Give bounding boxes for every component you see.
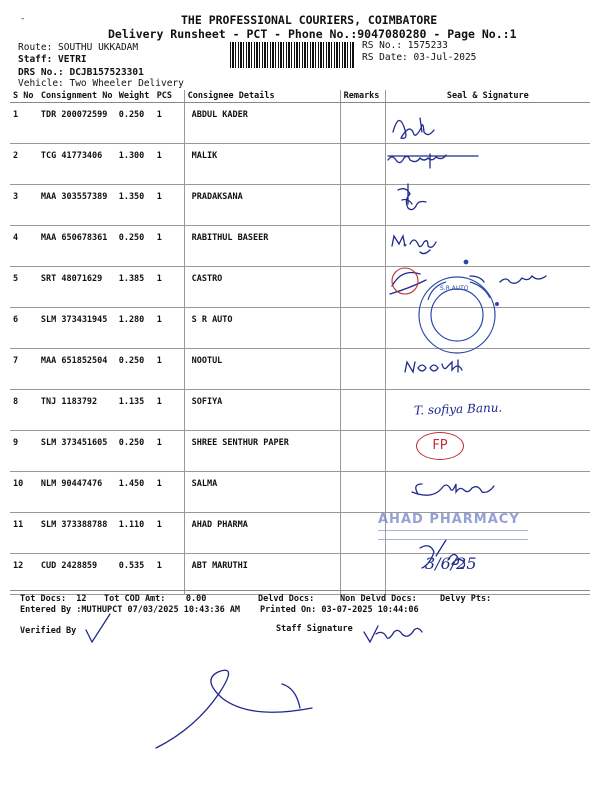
cell-consignment: MAA 303557389 xyxy=(38,185,116,226)
entered-by: Entered By :MUTHUPCT 07/03/2025 10:43:36 AM xyxy=(20,605,241,615)
vehicle-label: Vehicle: Two Wheeler Delivery xyxy=(18,78,184,89)
verified-by-label: Verified By xyxy=(20,626,77,636)
cell-consignee: NOOTUL xyxy=(184,349,340,390)
cell-pcs: 1 xyxy=(154,513,184,554)
cell-consignment: MAA 650678361 xyxy=(38,226,116,267)
cell-sno: 10 xyxy=(10,472,38,513)
cell-consignment: MAA 651852504 xyxy=(38,349,116,390)
table-row xyxy=(10,390,590,431)
table-row xyxy=(10,185,590,226)
cell-remarks xyxy=(340,226,385,267)
cell-consignment: CUD 2428859 xyxy=(38,554,116,595)
cell-remarks xyxy=(340,185,385,226)
cell-seal-signature xyxy=(385,267,590,308)
cell-sno: 3 xyxy=(10,185,38,226)
bottom-flourish xyxy=(156,670,312,748)
cell-pcs: 1 xyxy=(154,144,184,185)
cell-consignment: TCG 41773406 xyxy=(38,144,116,185)
corner-mark: - xyxy=(20,14,26,24)
cell-weight: 1.110 xyxy=(116,513,154,554)
cell-pcs: 1 xyxy=(154,185,184,226)
fp-stamp: FP xyxy=(416,432,464,460)
pharmacy-stamp-name: AHAD PHARMACY xyxy=(378,512,520,527)
cell-consignee: PRADAKSANA xyxy=(184,185,340,226)
cell-weight: 1.350 xyxy=(116,185,154,226)
cell-remarks xyxy=(340,390,385,431)
cell-consignee: S R AUTO xyxy=(184,308,340,349)
cell-seal-signature xyxy=(385,185,590,226)
staff-signature-label: Staff Signature xyxy=(276,624,353,634)
total-cod-amount: Tot COD Amt: 0.00 xyxy=(104,594,207,604)
cell-sno: 4 xyxy=(10,226,38,267)
cell-remarks xyxy=(340,144,385,185)
cell-pcs: 1 xyxy=(154,431,184,472)
pharmacy-stamp-lines xyxy=(378,530,528,531)
cell-sno: 2 xyxy=(10,144,38,185)
signature-8: T. sofiya Banu. xyxy=(413,400,503,418)
cell-weight: 1.135 xyxy=(116,390,154,431)
cell-sno: 5 xyxy=(10,267,38,308)
cell-seal-signature xyxy=(385,144,590,185)
verified-by-signature xyxy=(86,614,110,642)
col-sno: S No xyxy=(10,90,38,103)
cell-weight: 1.450 xyxy=(116,472,154,513)
cell-sno: 7 xyxy=(10,349,38,390)
cell-consignee: ABT MARUTHI xyxy=(184,554,340,595)
table-header-row xyxy=(10,90,590,103)
drs-number: DRS No.: DCJB157523301 xyxy=(18,67,144,78)
cell-consignee: SALMA xyxy=(184,472,340,513)
table-row xyxy=(10,472,590,513)
col-consignee: Consignee Details xyxy=(184,90,340,103)
col-consignment: Consignment No xyxy=(38,90,116,103)
table-row xyxy=(10,226,590,267)
cell-remarks xyxy=(340,103,385,144)
table-row xyxy=(10,349,590,390)
cell-pcs: 1 xyxy=(154,267,184,308)
staff-signature-mark xyxy=(364,626,422,642)
cell-pcs: 1 xyxy=(154,308,184,349)
cell-pcs: 1 xyxy=(154,226,184,267)
table-row xyxy=(10,431,590,472)
cell-remarks xyxy=(340,349,385,390)
cell-consignee: ABDUL KADER xyxy=(184,103,340,144)
col-seal-signature: Seal & Signature xyxy=(385,90,590,103)
cell-consignee: SHREE SENTHUR PAPER xyxy=(184,431,340,472)
cell-weight: 1.300 xyxy=(116,144,154,185)
cell-remarks xyxy=(340,267,385,308)
cell-seal-signature xyxy=(385,308,590,349)
delivered-docs: Delvd Docs: xyxy=(258,594,315,604)
rs-date: RS Date: 03-Jul-2025 xyxy=(362,52,477,63)
cell-remarks xyxy=(340,308,385,349)
cell-weight: 1.280 xyxy=(116,308,154,349)
cell-sno: 9 xyxy=(10,431,38,472)
cell-weight: 0.250 xyxy=(116,226,154,267)
cell-sno: 1 xyxy=(10,103,38,144)
cell-sno: 8 xyxy=(10,390,38,431)
staff-label: Staff: VETRI xyxy=(18,54,87,65)
cell-consignment: NLM 90447476 xyxy=(38,472,116,513)
table-row xyxy=(10,308,590,349)
cell-remarks xyxy=(340,431,385,472)
printed-on: Printed On: 03-07-2025 10:44:06 xyxy=(260,605,419,615)
cell-consignment: TDR 200072599 xyxy=(38,103,116,144)
pharmacy-stamp-lines-2 xyxy=(378,539,528,540)
cell-weight: 0.250 xyxy=(116,103,154,144)
cell-seal-signature xyxy=(385,103,590,144)
cell-consignee: AHAD PHARMA xyxy=(184,513,340,554)
cell-weight: 0.535 xyxy=(116,554,154,595)
cell-sno: 6 xyxy=(10,308,38,349)
table-row xyxy=(10,267,590,308)
col-remarks: Remarks xyxy=(340,90,385,103)
cell-consignment: TNJ 1183792 xyxy=(38,390,116,431)
cell-seal-signature xyxy=(385,226,590,267)
cell-consignee: RABITHUL BASEER xyxy=(184,226,340,267)
cell-consignee: SOFIYA xyxy=(184,390,340,431)
non-delivered-docs: Non Delvd Docs: xyxy=(340,594,417,604)
total-docs: Tot Docs: 12 xyxy=(20,594,87,604)
rs-number: RS No.: 1575233 xyxy=(362,40,448,51)
col-weight: Weight xyxy=(116,90,154,103)
cell-sno: 12 xyxy=(10,554,38,595)
cell-consignee: MALIK xyxy=(184,144,340,185)
cell-consignment: SLM 373388788 xyxy=(38,513,116,554)
stamp-date: 3/6/25 xyxy=(425,554,477,573)
svg-text:S.R.AUTO: S.R.AUTO xyxy=(440,285,469,292)
cell-seal-signature xyxy=(385,472,590,513)
cell-pcs: 1 xyxy=(154,390,184,431)
document-title: THE PROFESSIONAL COURIERS, COIMBATORE xyxy=(181,13,438,27)
cell-weight: 0.250 xyxy=(116,431,154,472)
cell-weight: 1.385 xyxy=(116,267,154,308)
cell-consignee: CASTRO xyxy=(184,267,340,308)
cell-sno: 11 xyxy=(10,513,38,554)
cell-pcs: 1 xyxy=(154,349,184,390)
table-row xyxy=(10,103,590,144)
document-subtitle: Delivery Runsheet - PCT - Phone No.:9047080280 - Page No.:1 xyxy=(108,27,517,41)
cell-consignment: SRT 48071629 xyxy=(38,267,116,308)
cell-consignment: SLM 373451605 xyxy=(38,431,116,472)
route-label: Route: SOUTHU UKKADAM xyxy=(18,42,139,53)
cell-seal-signature xyxy=(385,431,590,472)
cell-seal-signature xyxy=(385,349,590,390)
cell-pcs: 1 xyxy=(154,554,184,595)
cell-pcs: 1 xyxy=(154,472,184,513)
col-pcs: PCS xyxy=(154,90,184,103)
barcode xyxy=(230,42,354,68)
footer-rule xyxy=(10,590,590,591)
cell-pcs: 1 xyxy=(154,103,184,144)
cell-weight: 0.250 xyxy=(116,349,154,390)
cell-consignment: SLM 373431945 xyxy=(38,308,116,349)
delivery-points: Delvy Pts: xyxy=(440,594,492,604)
table-row xyxy=(10,144,590,185)
cell-remarks xyxy=(340,472,385,513)
